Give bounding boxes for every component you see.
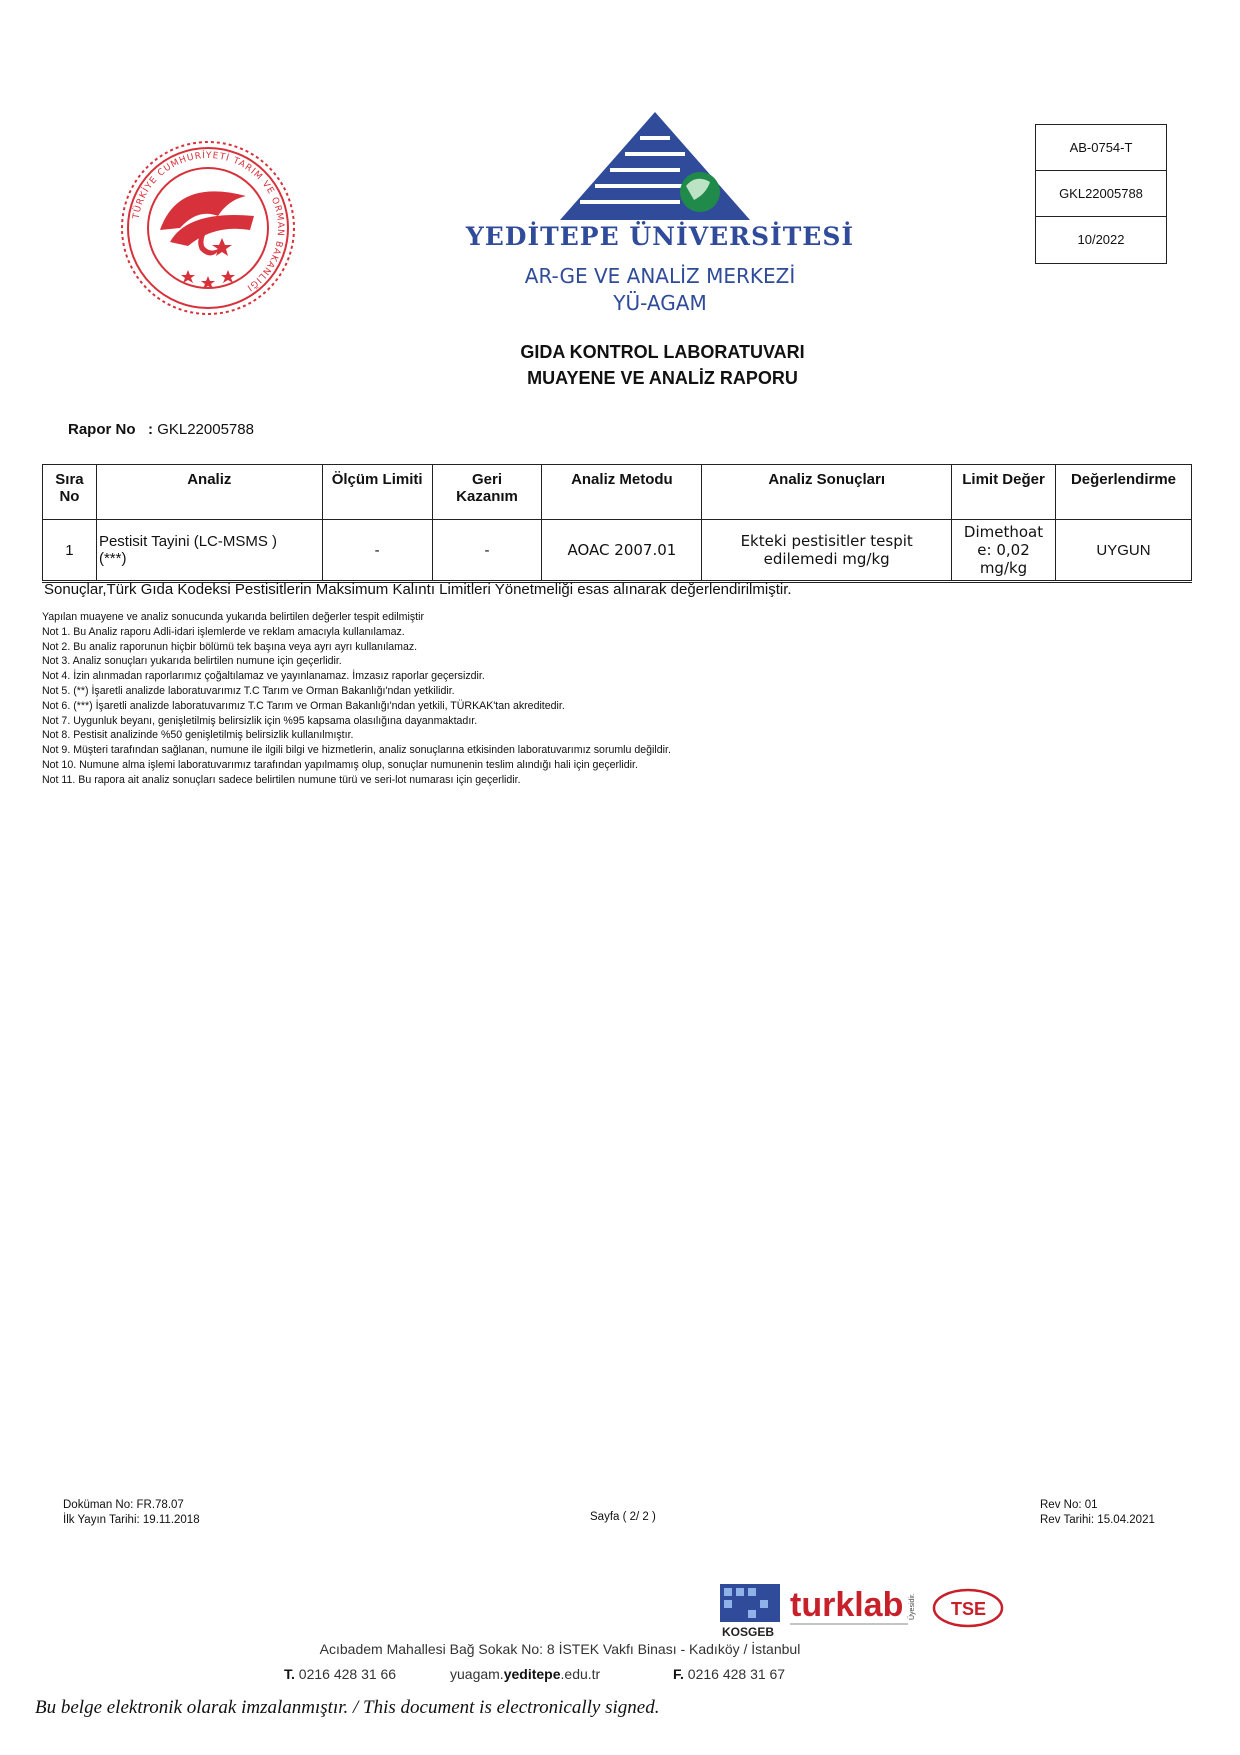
revision-date: Rev Tarihi: 15.04.2021 — [1040, 1514, 1155, 1526]
col-header-analiz-sonuclari: Analiz Sonuçları — [702, 465, 952, 520]
col-header-analiz: Analiz — [96, 465, 322, 520]
report-title-line1: GIDA KONTROL LABORATUVARI — [520, 342, 805, 362]
fax-number: F. 0216 428 31 67 — [673, 1666, 786, 1682]
note-item: Not 7. Uygunluk beyanı, genişletilmiş belirsizlik için %95 kapsama olasılığına dayanmaktadır. — [42, 714, 478, 727]
note-item: Not 6. (***) İşaretli analizde laboratuvarımız T.C Tarım ve Orman Bakanlığı'ndan yetkili, TÜRKAK'tan akreditedir. — [42, 699, 565, 712]
col-header-geri-kazanim: Geri Kazanım — [432, 465, 542, 520]
cell-analiz: Pestisit Tayini (LC-MSMS ) (***) — [96, 520, 322, 582]
ministry-seal-logo — [118, 138, 298, 318]
accreditation-logos — [718, 1580, 1008, 1648]
accreditation-code: AB-0754-T — [1036, 125, 1166, 171]
cell-analiz-metodu: AOAC 2007.01 — [542, 520, 702, 582]
first-publish-date: İlk Yayın Tarihi: 19.11.2018 — [63, 1514, 200, 1526]
kosgeb-logo — [720, 1584, 780, 1639]
note-item: Not 2. Bu analiz raporunun hiçbir bölümü tek başına veya ayrı ayrı kullanılamaz. — [42, 640, 418, 653]
notes-list — [42, 610, 671, 788]
svg-text:turklab: turklab — [790, 1586, 904, 1624]
col-header-sira: Sıra No — [43, 465, 97, 520]
university-name: YEDİTEPE ÜNİVERSİTESİ — [465, 222, 855, 251]
document-code-box — [1035, 124, 1167, 264]
center-abbreviation: YÜ-AGAM — [613, 291, 707, 315]
electronic-signature-note: Bu belge elektronik olarak imzalanmıştır. / This document is electronically signed. — [35, 1697, 660, 1718]
website-link[interactable]: yuagam.yeditepe.edu.tr — [450, 1666, 601, 1682]
cell-analiz-sonuclari: Ekteki pestisitler tespit edilemedi mg/kg — [702, 520, 952, 582]
note-item: Not 8. Pestisit analizinde %50 genişletilmiş belirsizlik kullanılmıştır. — [42, 729, 354, 742]
center-name: AR-GE VE ANALİZ MERKEZİ — [524, 264, 796, 288]
table-row — [43, 520, 1192, 582]
note-item: Not 4. İzin alınmadan raporlarımız çoğaltılamaz ve yayınlanamaz. İmzasız raporlar geçersizdir. — [42, 670, 485, 683]
note-item: Not 3. Analiz sonuçları yukarıda belirtilen numune için geçerlidir. — [42, 655, 342, 668]
col-header-analiz-metodu: Analiz Metodu — [542, 465, 702, 520]
document-number: Doküman No: FR.78.07 — [63, 1499, 184, 1511]
footer-revision-info — [1040, 1498, 1155, 1528]
report-code: GKL22005788 — [1036, 171, 1166, 217]
cell-limit-deger: Dimethoat e: 0,02 mg/kg — [952, 520, 1056, 582]
evaluation-basis: Sonuçlar,Türk Gıda Kodeksi Pestisitlerin Maksimum Kalıntı Limitleri Yönetmeliği esas alınarak değerlendirilmiştir. — [44, 581, 792, 598]
seal-ring-text: TÜRKİYE CUMHURİYETİ TARIM VE ORMAN BAKANLIĞI — [131, 150, 286, 293]
report-number-separator: : — [148, 421, 154, 438]
note-item: Not 1. Bu Analiz raporu Adli-idari işlemlerde ve reklam amacıyla kullanılamaz. — [42, 625, 405, 638]
report-title-line2: MUAYENE VE ANALİZ RAPORU — [527, 368, 798, 388]
col-header-degerlendirme: Değerlendirme — [1056, 465, 1192, 520]
cell-sira: 1 — [43, 520, 97, 582]
svg-text:Üyesidir.: Üyesidir. — [909, 1593, 916, 1620]
report-number — [68, 421, 254, 438]
note-item: Not 11. Bu rapora ait analiz sonuçları sadece belirtilen numune türü ve seri-lot numarası için geçerlidir. — [42, 773, 521, 786]
cell-olcum-limiti: - — [322, 520, 432, 582]
turklab-logo — [790, 1586, 916, 1624]
phone-number: T. 0216 428 31 66 — [284, 1666, 397, 1682]
note-intro: Yapılan muayene ve analiz sonucunda yukarıda belirtilen değerler tespit edilmiştir — [42, 611, 424, 623]
results-table — [42, 464, 1192, 583]
report-number-label: Rapor No — [68, 421, 136, 438]
tse-logo — [934, 1590, 1002, 1626]
address-line: Acıbadem Mahallesi Bağ Sokak No: 8 İSTEK Vakfı Binası - Kadıköy / İstanbul — [319, 1641, 801, 1657]
col-header-limit-deger: Limit Değer — [952, 465, 1056, 520]
cell-geri-kazanim: - — [432, 520, 542, 582]
col-header-olcum-limiti: Ölçüm Limiti — [322, 465, 432, 520]
footer-document-info — [63, 1498, 200, 1528]
report-number-value: GKL22005788 — [157, 421, 254, 438]
note-item: Not 9. Müşteri tarafından sağlanan, numune ile ilgili bilgi ve hizmetlerin, analiz sonuçlarına etkisinden laboratuvarımız sorumlu değildir. — [42, 744, 671, 757]
page-number: Sayfa ( 2/ 2 ) — [590, 1511, 656, 1523]
table-header-row — [43, 465, 1192, 520]
revision-number: Rev No: 01 — [1040, 1499, 1098, 1511]
cell-degerlendirme: UYGUN — [1056, 520, 1192, 582]
note-item: Not 10. Numune alma işlemi laboratuvarımız tarafından yapılmamış olup, sonuçlar numunenin teslim alındığı hali için geçerlidir. — [42, 758, 638, 771]
note-item: Not 5. (**) İşaretli analizde laboratuvarımız T.C Tarım ve Orman Bakanlığı'ndan yetkilidir. — [42, 684, 455, 697]
yeditepe-logo — [560, 112, 750, 220]
svg-text:KOSGEB: KOSGEB — [722, 1625, 775, 1639]
report-date: 10/2022 — [1077, 232, 1125, 247]
svg-text:TSE: TSE — [951, 1599, 987, 1619]
